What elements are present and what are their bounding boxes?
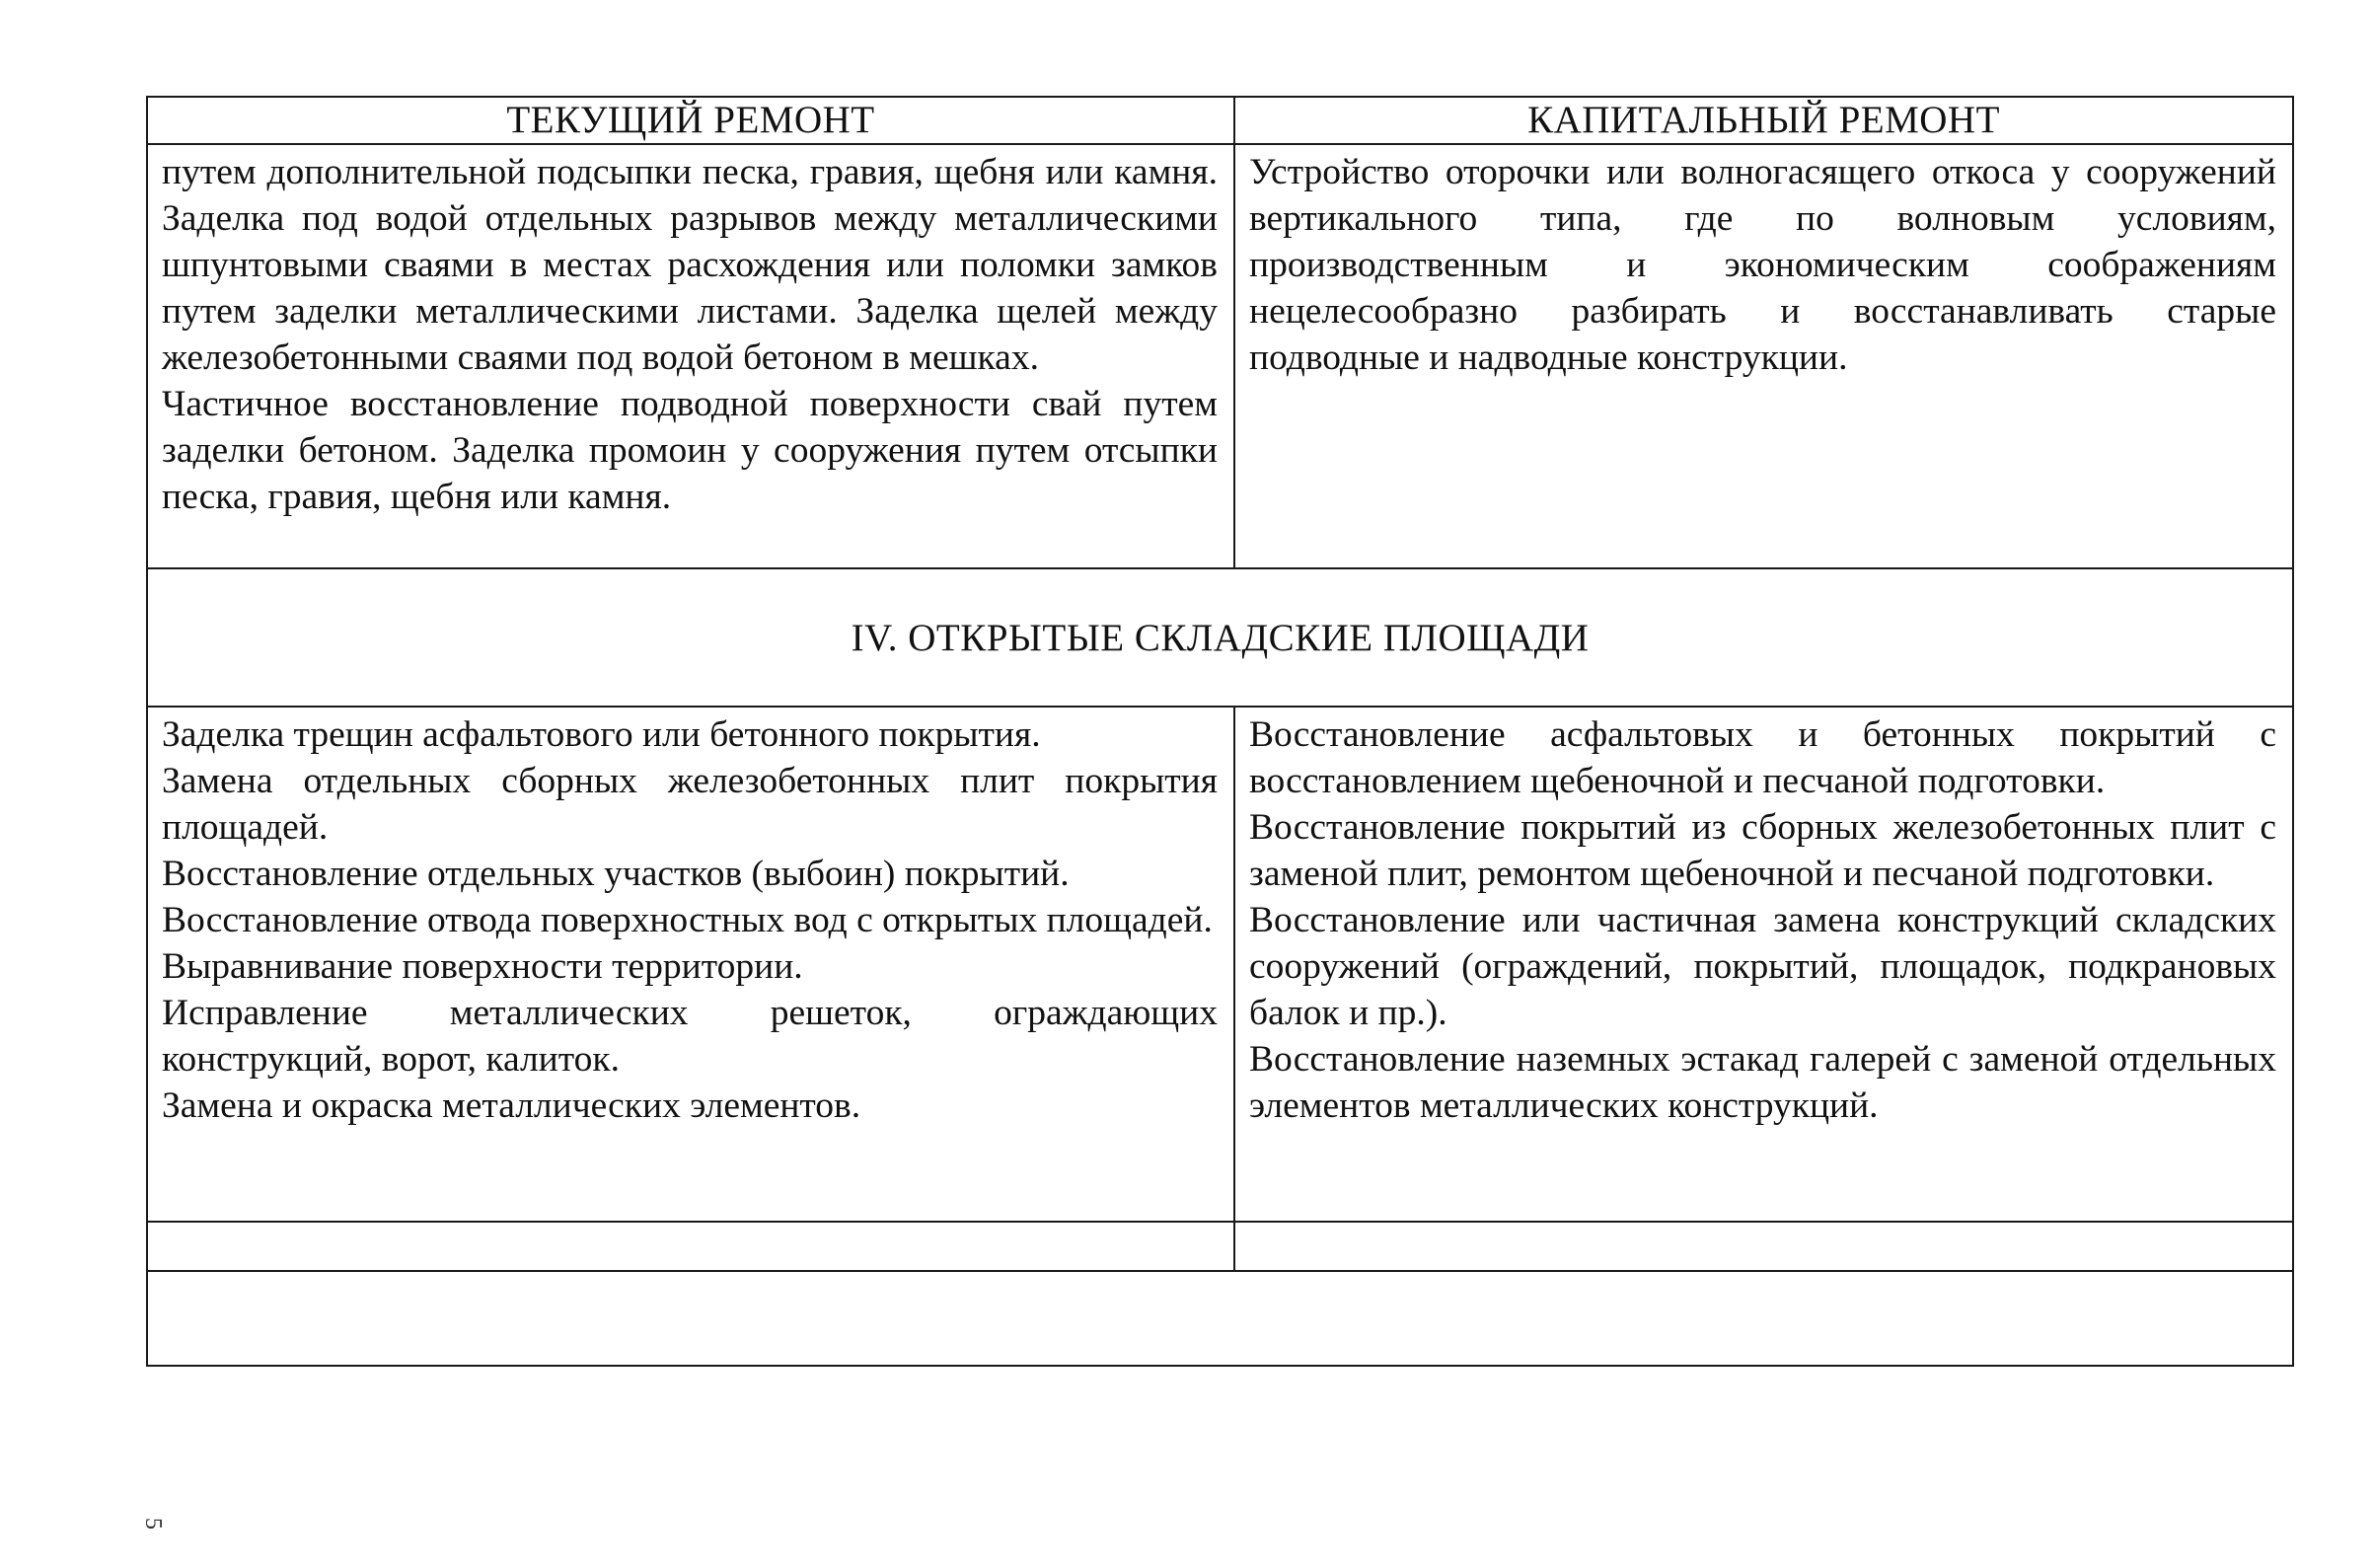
- current-repair-cell: [147, 707, 1234, 1222]
- empty-cell: [1234, 1222, 2293, 1271]
- paragraph: Частичное восстановление подводной поверхности свай путем заделки бетоном. Заделка промоин у сооружения путем отсыпки песка, гравия, щебня или камня.: [162, 384, 1218, 517]
- table-header-row: [147, 97, 2293, 144]
- table-row: [147, 707, 2293, 1222]
- paragraph: Восстановление наземных эстакад галерей с заменой отдельных элементов металлических конструкций.: [1249, 1039, 2276, 1126]
- paragraph: Исправление металлических решеток, ограждающих конструкций, ворот, калиток.: [162, 993, 1218, 1080]
- header-capital-repair: КАПИТАЛЬНЫЙ РЕМОНТ: [1234, 97, 2293, 144]
- paragraph: Восстановление отдельных участков (выбоин) покрытий.: [162, 854, 1070, 894]
- empty-row: [147, 1222, 2293, 1271]
- page-number: 5: [140, 1518, 166, 1530]
- paragraph: Заделка трещин асфальтового или бетонного покрытия.: [162, 714, 1041, 755]
- empty-cell: [147, 1222, 1234, 1271]
- paragraph: Выравнивание поверхности территории.: [162, 946, 803, 987]
- paragraph: Восстановление асфальтовых и бетонных покрытий с восстановлением щебеночной и песчаной подготовки.: [1249, 714, 2276, 801]
- paragraph: Устройство оторочки или волногасящего откоса у сооружений вертикального типа, где по волновым условиям, производственным и экономическим соображениям нецелесообразно разбирать и восстанавливать старые подводные и надводные конструкции.: [1249, 152, 2276, 378]
- empty-row: [147, 1271, 2293, 1366]
- section-row: [147, 568, 2293, 707]
- empty-cell: [147, 1271, 2293, 1366]
- table-row: [147, 144, 2293, 568]
- header-current-repair: ТЕКУЩИЙ РЕМОНТ: [147, 97, 1234, 144]
- capital-repair-cell: [1234, 707, 2293, 1222]
- paragraph: Восстановление покрытий из сборных железобетонных плит с заменой плит, ремонтом щебеночной и песчаной подготовки.: [1249, 807, 2276, 894]
- current-repair-cell: [147, 144, 1234, 568]
- paragraph: путем дополнительной подсыпки песка, гравия, щебня или камня. Заделка под водой отдельных разрывов между металлическими шпунтовыми сваями в местах расхождения или поломки замков путем заделки металлическими листами. Заделка щелей между железобетонными сваями под водой бетоном в мешках.: [162, 152, 1218, 378]
- paragraph: Замена отдельных сборных железобетонных плит покрытия площадей.: [162, 761, 1218, 848]
- paragraph: Замена и окраска металлических элементов.: [162, 1085, 861, 1126]
- repair-table: [146, 96, 2294, 1367]
- paragraph: Восстановление отвода поверхностных вод с открытых площадей.: [162, 900, 1213, 940]
- paragraph: Восстановление или частичная замена конструкций складских сооружений (ограждений, покрытий, площадок, подкрановых балок и пр.).: [1249, 900, 2276, 1033]
- capital-repair-cell: [1234, 144, 2293, 568]
- section-title: IV. ОТКРЫТЫЕ СКЛАДСКИЕ ПЛОЩАДИ: [147, 568, 2293, 707]
